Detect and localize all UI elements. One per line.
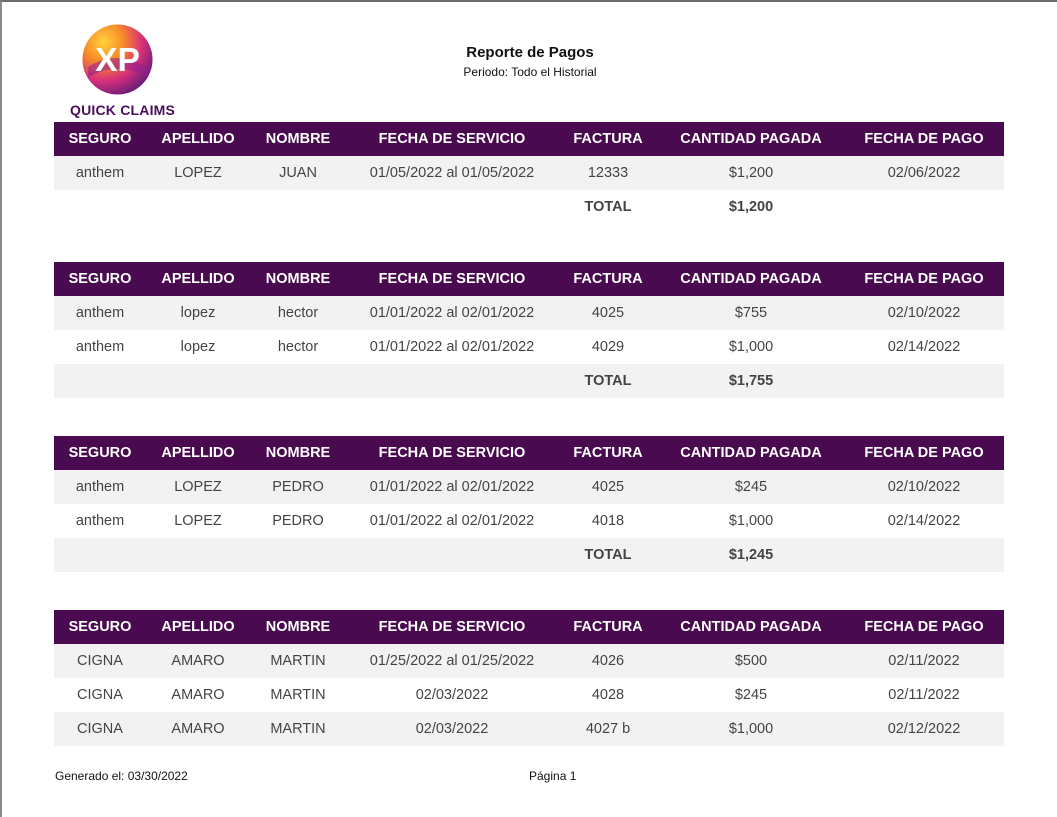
- table-cell: 02/03/2022: [346, 712, 558, 746]
- table-row: [54, 712, 1004, 746]
- table-cell: CIGNA: [54, 678, 146, 712]
- table-cell: [146, 190, 250, 224]
- table-cell: anthem: [54, 296, 146, 330]
- table-cell: anthem: [54, 156, 146, 190]
- table-cell: MARTIN: [250, 678, 346, 712]
- table-cell: CIGNA: [54, 712, 146, 746]
- table-cell: LOPEZ: [146, 470, 250, 504]
- table-cell: 4029: [558, 330, 658, 364]
- table-cell: $245: [658, 678, 844, 712]
- payment-table: [54, 436, 1004, 572]
- table-cell: 02/11/2022: [844, 644, 1004, 678]
- table-cell: 02/06/2022: [844, 156, 1004, 190]
- table-cell: MARTIN: [250, 712, 346, 746]
- table-cell: 4025: [558, 296, 658, 330]
- column-header: FECHA DE PAGO: [844, 262, 1004, 296]
- table-cell: [844, 190, 1004, 224]
- logo-text: QUICK CLAIMS: [70, 102, 176, 118]
- column-header: CANTIDAD PAGADA: [658, 610, 844, 644]
- column-header: SEGURO: [54, 610, 146, 644]
- table-cell: [54, 364, 146, 398]
- table-cell: 02/10/2022: [844, 296, 1004, 330]
- table-cell: JUAN: [250, 156, 346, 190]
- table-row: [54, 504, 1004, 538]
- column-header: FECHA DE SERVICIO: [346, 262, 558, 296]
- table-cell: lopez: [146, 296, 250, 330]
- table-cell: 01/05/2022 al 01/05/2022: [346, 156, 558, 190]
- total-row: [54, 538, 1004, 572]
- payment-table: [54, 610, 1004, 746]
- table-cell: 4026: [558, 644, 658, 678]
- column-header: CANTIDAD PAGADA: [658, 262, 844, 296]
- table-cell: 01/25/2022 al 01/25/2022: [346, 644, 558, 678]
- table-cell: hector: [250, 330, 346, 364]
- table-cell: anthem: [54, 470, 146, 504]
- total-row: [54, 364, 1004, 398]
- table-cell: 4018: [558, 504, 658, 538]
- table-cell: [844, 538, 1004, 572]
- table-cell: 4028: [558, 678, 658, 712]
- column-header: SEGURO: [54, 122, 146, 156]
- column-header: SEGURO: [54, 262, 146, 296]
- column-header: FECHA DE SERVICIO: [346, 122, 558, 156]
- table-cell: 01/01/2022 al 02/01/2022: [346, 330, 558, 364]
- total-amount: $1,245: [658, 538, 844, 572]
- table-cell: [346, 190, 558, 224]
- table-cell: CIGNA: [54, 644, 146, 678]
- column-header: APELLIDO: [146, 436, 250, 470]
- table-cell: 01/01/2022 al 02/01/2022: [346, 504, 558, 538]
- table-cell: 01/01/2022 al 02/01/2022: [346, 296, 558, 330]
- table-row: [54, 296, 1004, 330]
- table-cell: 12333: [558, 156, 658, 190]
- table-row: [54, 678, 1004, 712]
- table-cell: $755: [658, 296, 844, 330]
- table-cell: $1,000: [658, 504, 844, 538]
- total-label: TOTAL: [558, 190, 658, 224]
- table-cell: [146, 538, 250, 572]
- table-cell: AMARO: [146, 712, 250, 746]
- table-cell: [844, 364, 1004, 398]
- xp-logo-icon: [81, 23, 154, 96]
- svg-text:XP: XP: [95, 42, 140, 80]
- table-row: [54, 156, 1004, 190]
- total-label: TOTAL: [558, 538, 658, 572]
- table-cell: $500: [658, 644, 844, 678]
- total-row: [54, 190, 1004, 224]
- quick-claims-logo: [68, 22, 176, 118]
- column-header: FACTURA: [558, 262, 658, 296]
- table-cell: 02/03/2022: [346, 678, 558, 712]
- column-header: FECHA DE SERVICIO: [346, 610, 558, 644]
- table-cell: 01/01/2022 al 02/01/2022: [346, 470, 558, 504]
- table-cell: 02/11/2022: [844, 678, 1004, 712]
- table-cell: MARTIN: [250, 644, 346, 678]
- table-cell: $1,000: [658, 712, 844, 746]
- payment-table: [54, 262, 1004, 398]
- column-header: CANTIDAD PAGADA: [658, 122, 844, 156]
- total-label: TOTAL: [558, 364, 658, 398]
- table-cell: 02/14/2022: [844, 330, 1004, 364]
- table-row: [54, 644, 1004, 678]
- table-cell: [250, 538, 346, 572]
- table-cell: [54, 538, 146, 572]
- table-cell: AMARO: [146, 644, 250, 678]
- table-header-row: [54, 610, 1004, 644]
- table-cell: [146, 364, 250, 398]
- table-cell: LOPEZ: [146, 504, 250, 538]
- table-row: [54, 330, 1004, 364]
- table-cell: $1,200: [658, 156, 844, 190]
- report-subtitle: Periodo: Todo el Historial: [463, 65, 597, 79]
- table-header-row: [54, 436, 1004, 470]
- column-header: FACTURA: [558, 436, 658, 470]
- total-amount: $1,755: [658, 364, 844, 398]
- column-header: APELLIDO: [146, 610, 250, 644]
- table-cell: 02/10/2022: [844, 470, 1004, 504]
- table-cell: PEDRO: [250, 504, 346, 538]
- table-cell: 02/14/2022: [844, 504, 1004, 538]
- page-number: Página 1: [529, 769, 577, 783]
- column-header: NOMBRE: [250, 262, 346, 296]
- table-cell: 4025: [558, 470, 658, 504]
- column-header: NOMBRE: [250, 122, 346, 156]
- table-header-row: [54, 122, 1004, 156]
- column-header: FECHA DE PAGO: [844, 122, 1004, 156]
- column-header: NOMBRE: [250, 610, 346, 644]
- table-cell: [250, 190, 346, 224]
- table-cell: [54, 190, 146, 224]
- table-row: [54, 470, 1004, 504]
- table-cell: $1,000: [658, 330, 844, 364]
- table-cell: AMARO: [146, 678, 250, 712]
- table-cell: anthem: [54, 330, 146, 364]
- table-cell: 02/12/2022: [844, 712, 1004, 746]
- table-cell: [250, 364, 346, 398]
- table-cell: $245: [658, 470, 844, 504]
- column-header: CANTIDAD PAGADA: [658, 436, 844, 470]
- table-cell: LOPEZ: [146, 156, 250, 190]
- payment-table: [54, 122, 1004, 224]
- column-header: FECHA DE PAGO: [844, 610, 1004, 644]
- column-header: APELLIDO: [146, 122, 250, 156]
- report-header: [380, 44, 680, 79]
- table-cell: lopez: [146, 330, 250, 364]
- table-cell: hector: [250, 296, 346, 330]
- column-header: FACTURA: [558, 610, 658, 644]
- table-cell: PEDRO: [250, 470, 346, 504]
- column-header: FECHA DE PAGO: [844, 436, 1004, 470]
- column-header: APELLIDO: [146, 262, 250, 296]
- table-cell: [346, 364, 558, 398]
- table-cell: 4027 b: [558, 712, 658, 746]
- table-cell: anthem: [54, 504, 146, 538]
- generated-date: Generado el: 03/30/2022: [55, 769, 188, 783]
- table-header-row: [54, 262, 1004, 296]
- column-header: NOMBRE: [250, 436, 346, 470]
- report-title: Reporte de Pagos: [466, 44, 594, 61]
- column-header: FECHA DE SERVICIO: [346, 436, 558, 470]
- column-header: FACTURA: [558, 122, 658, 156]
- column-header: SEGURO: [54, 436, 146, 470]
- total-amount: $1,200: [658, 190, 844, 224]
- table-cell: [346, 538, 558, 572]
